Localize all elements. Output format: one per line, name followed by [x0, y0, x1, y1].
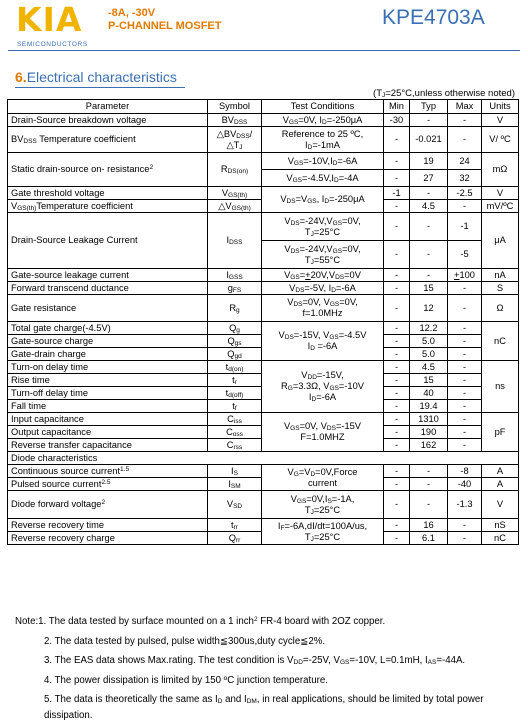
max-cell: -	[448, 532, 482, 545]
param-cell: $V_{GS(th)}Temperature$ coefficient	[8, 200, 208, 213]
symbol-cell: $V_{SD}$	[208, 491, 262, 519]
typ-cell: -	[410, 187, 448, 200]
typ-cell: 5.0	[410, 335, 448, 348]
min-cell: -	[384, 269, 410, 282]
min-cell: -30	[384, 114, 410, 127]
unit-cell: Ω	[482, 295, 519, 322]
param-cell: Diode forward voltage$^2$	[8, 491, 208, 519]
param-cell: Gate threshold voltage	[8, 187, 208, 200]
param-cell: Input capacitance	[8, 413, 208, 426]
param-cell: Gate resistance	[8, 295, 208, 322]
symbol-cell: $t_f$	[208, 400, 262, 413]
column-header: Typ	[410, 100, 448, 114]
symbol-cell: $C_{rss}$	[208, 439, 262, 452]
note-5-continued: dissipation.	[15, 706, 520, 725]
param-cell: Reverse recovery charge	[8, 532, 208, 545]
section-title-text: Electrical characteristics	[27, 69, 177, 85]
min-cell: -	[384, 241, 410, 269]
param-cell: Reverse transfer capacitance	[8, 439, 208, 452]
max-cell: -	[448, 322, 482, 335]
max-cell: -5	[448, 241, 482, 269]
min-cell: -	[384, 400, 410, 413]
table-row	[8, 465, 519, 478]
min-cell: -	[384, 478, 410, 491]
note-2: 2. The data tested by pulsed, pulse width≦300us,duty cycle≦2%.	[15, 632, 520, 652]
note-3: 3. The EAS data shows Max.rating. The test condition is $V_{DD}=-25V$, $V_{GS}=-10V$, L=0.1mH, $I_{AS}=-44A$.	[15, 651, 520, 671]
table-row	[8, 413, 519, 426]
unit-cell: A	[482, 465, 519, 478]
typ-cell: -	[410, 213, 448, 241]
max-cell: -	[448, 374, 482, 387]
condition-note: ($T_J=25^\circ C,unless$ otherwise noted)	[373, 88, 515, 99]
typ-cell: 6.1	[410, 532, 448, 545]
condition-cell: $V_{DS}=0V$, $V_{GS}=0V$, f=1.0MHz	[262, 295, 384, 322]
table-row	[8, 269, 519, 282]
min-cell: -	[384, 200, 410, 213]
column-header: Parameter	[8, 100, 208, 114]
typ-cell: 15	[410, 374, 448, 387]
symbol-cell: $I_S$	[208, 465, 262, 478]
symbol-cell: $Q_{gs}$	[208, 335, 262, 348]
min-cell: -	[384, 413, 410, 426]
condition-cell: Reference to 25 ºC, $I_D=-1mA$	[262, 127, 384, 153]
typ-cell: 16	[410, 519, 448, 532]
symbol-cell: $BV_{DSS}$	[208, 114, 262, 127]
symbol-cell: $R_{DS(on)}$	[208, 153, 262, 187]
min-cell: -	[384, 335, 410, 348]
param-cell: Turn-off delay time	[8, 387, 208, 400]
spec-type: P-CHANNEL MOSFET	[108, 20, 221, 32]
typ-cell: 27	[410, 170, 448, 187]
max-cell: +100	[448, 269, 482, 282]
param-cell: Reverse recovery time	[8, 519, 208, 532]
column-header: Units	[482, 100, 519, 114]
table-header-row	[8, 100, 519, 114]
min-cell: -	[384, 519, 410, 532]
max-cell: -	[448, 413, 482, 426]
table-row	[8, 519, 519, 532]
max-cell: -40	[448, 478, 482, 491]
min-cell: -	[384, 295, 410, 322]
condition-cell: $V_{GS}=0V$, $I_D=-250\mu A$	[262, 114, 384, 127]
condition-cell: $V_{GS}=-10V,I_D=-6A$	[262, 153, 384, 170]
table-row	[8, 361, 519, 374]
max-cell: -	[448, 400, 482, 413]
section-number: 6.	[15, 69, 27, 85]
section-title	[15, 69, 177, 85]
max-cell: -	[448, 348, 482, 361]
typ-cell: 15	[410, 282, 448, 295]
param-cell: Turn-on delay time	[8, 361, 208, 374]
table-row	[8, 127, 519, 153]
section-underline	[15, 87, 185, 88]
max-cell: -1	[448, 213, 482, 241]
param-cell: Total gate charge(-4.5V)	[8, 322, 208, 335]
min-cell: -	[384, 170, 410, 187]
symbol-cell: $C_{iss}$	[208, 413, 262, 426]
column-header: Test Conditions	[262, 100, 384, 114]
column-header: Max	[448, 100, 482, 114]
unit-cell: nC	[482, 532, 519, 545]
param-cell: Rise time	[8, 374, 208, 387]
part-number: KPE4703A	[382, 6, 485, 30]
param-cell: Pulsed source current$^{2.5}$	[8, 478, 208, 491]
symbol-cell: $Q_g$	[208, 322, 262, 335]
symbol-cell: $t_{rr}$	[208, 519, 262, 532]
unit-cell: V/ ºC	[482, 127, 519, 153]
typ-cell: 19.4	[410, 400, 448, 413]
typ-cell: 5.0	[410, 348, 448, 361]
typ-cell: -	[410, 241, 448, 269]
max-cell: -2.5	[448, 187, 482, 200]
max-cell: -	[448, 439, 482, 452]
max-cell: -	[448, 282, 482, 295]
table-row	[8, 153, 519, 170]
table-row	[8, 282, 519, 295]
min-cell: -	[384, 127, 410, 153]
symbol-cell: $g_{FS}$	[208, 282, 262, 295]
max-cell: -	[448, 114, 482, 127]
unit-cell: V	[482, 187, 519, 200]
param-cell: Continuous source current$^{1.5}$	[8, 465, 208, 478]
condition-cell: $V_{DS}=V_{GS}$, $I_D=-250\mu A$	[262, 187, 384, 213]
symbol-cell: $\triangle BV_{DSS}/$ $\triangle T_J$	[208, 127, 262, 153]
section-header-cell: Diode characteristics	[8, 452, 519, 465]
electrical-characteristics-table	[7, 99, 519, 545]
table-row	[8, 213, 519, 241]
typ-cell: 19	[410, 153, 448, 170]
unit-cell: ns	[482, 361, 519, 413]
param-cell: Forward transcend ductance	[8, 282, 208, 295]
min-cell: -	[384, 282, 410, 295]
typ-cell: -	[410, 465, 448, 478]
typ-cell: -	[410, 491, 448, 519]
typ-cell: 1310	[410, 413, 448, 426]
symbol-cell: $I_{SM}$	[208, 478, 262, 491]
param-cell: Gate-drain charge	[8, 348, 208, 361]
min-cell: -	[384, 348, 410, 361]
min-cell: -	[384, 426, 410, 439]
table-row	[8, 452, 519, 465]
max-cell: 24	[448, 153, 482, 170]
unit-cell: nC	[482, 322, 519, 361]
unit-cell: mΩ	[482, 153, 519, 187]
typ-cell: -	[410, 269, 448, 282]
unit-cell: S	[482, 282, 519, 295]
table-row	[8, 295, 519, 322]
typ-cell: 12.2	[410, 322, 448, 335]
max-cell: -	[448, 335, 482, 348]
min-cell: -	[384, 387, 410, 400]
max-cell: -	[448, 361, 482, 374]
param-cell: Drain-Source Leakage Current	[8, 213, 208, 269]
symbol-cell: $I_{GSS}$	[208, 269, 262, 282]
condition-cell: $I_F=-6A,dI/dt=100A/us$, $T_J=25^\circ C$	[262, 519, 384, 545]
min-cell: -	[384, 361, 410, 374]
min-cell: -	[384, 439, 410, 452]
column-header: Symbol	[208, 100, 262, 114]
footnotes	[15, 612, 520, 725]
min-cell: -	[384, 322, 410, 335]
typ-cell: -	[410, 114, 448, 127]
condition-cell: $V_{GS}=0V,I_S=-1A$, $T_J=25^\circ C$	[262, 491, 384, 519]
symbol-cell: $\triangle V_{GS(th)}$	[208, 200, 262, 213]
max-cell: -1.3	[448, 491, 482, 519]
max-cell: -	[448, 387, 482, 400]
header-divider	[8, 50, 520, 51]
max-cell: -	[448, 200, 482, 213]
symbol-cell: $t_{d(on)}$	[208, 361, 262, 374]
typ-cell: 4.5	[410, 200, 448, 213]
typ-cell: 190	[410, 426, 448, 439]
max-cell: -8	[448, 465, 482, 478]
param-cell: Gate-source charge	[8, 335, 208, 348]
min-cell: -	[384, 465, 410, 478]
min-cell: -	[384, 491, 410, 519]
min-cell: -	[384, 153, 410, 170]
typ-cell: 162	[410, 439, 448, 452]
unit-cell: μA	[482, 213, 519, 269]
spec-rating: -8A, -30V	[108, 7, 155, 19]
param-cell: Static drain-source on- resistance$^2$	[8, 153, 208, 187]
condition-cell: $V_{DD}=-15V$, $R_G=3.3\Omega$, $V_{GS}=-10V$ $I_D=-6A$	[262, 361, 384, 413]
table-row	[8, 187, 519, 200]
param-cell: Gate-source leakage current	[8, 269, 208, 282]
symbol-cell: $C_{oss}$	[208, 426, 262, 439]
unit-cell: V	[482, 114, 519, 127]
symbol-cell: $Q_{gd}$	[208, 348, 262, 361]
param-cell: Fall time	[8, 400, 208, 413]
condition-cell: $V_{DS}=-5V$, $I_D=-6A$	[262, 282, 384, 295]
logo-subtitle: SEMICONDUCTORS	[17, 41, 88, 48]
typ-cell: -	[410, 478, 448, 491]
min-cell: -1	[384, 187, 410, 200]
max-cell: -	[448, 295, 482, 322]
unit-cell: A	[482, 478, 519, 491]
param-cell: Drain-Source breakdown voltage	[8, 114, 208, 127]
table-row	[8, 322, 519, 335]
condition-cell: $V_{GS}=-4.5V,I_D=-4A$	[262, 170, 384, 187]
unit-cell: pF	[482, 413, 519, 452]
condition-cell: $V_{DS}=-24V,V_{GS}=0V$, $T_J=25^\circ C$	[262, 213, 384, 241]
min-cell: -	[384, 374, 410, 387]
note-1: Note:1. The data tested by surface mounted on a 1 inch$^2$ FR-4 board with 2OZ copper.	[15, 612, 520, 632]
typ-cell: 12	[410, 295, 448, 322]
symbol-cell: $V_{GS(th)}$	[208, 187, 262, 200]
unit-cell: mV/ºC	[482, 200, 519, 213]
note-5: 5. The data is theoretically the same as $I_D$ and $I_{DM}$, in real applications, should be limited by total power	[15, 690, 520, 710]
note-4: 4. The power dissipation is limited by 150 ºC junction temperature.	[15, 671, 520, 691]
condition-cell: $V_{DS}=-24V,V_{GS}=0V$, $T_J=55^\circ C$	[262, 241, 384, 269]
max-cell: -	[448, 127, 482, 153]
unit-cell: V	[482, 491, 519, 519]
max-cell: 32	[448, 170, 482, 187]
typ-cell: 40	[410, 387, 448, 400]
symbol-cell: $R_g$	[208, 295, 262, 322]
max-cell: -	[448, 426, 482, 439]
table-row	[8, 491, 519, 519]
param-cell: $BV_{DSS}$ Temperature coefficient	[8, 127, 208, 153]
typ-cell: 4.5	[410, 361, 448, 374]
min-cell: -	[384, 213, 410, 241]
table-row	[8, 114, 519, 127]
page-header	[0, 0, 528, 58]
unit-cell: nS	[482, 519, 519, 532]
column-header: Min	[384, 100, 410, 114]
unit-cell: nA	[482, 269, 519, 282]
kia-logo: KIA	[16, 2, 82, 38]
symbol-cell: $t_{d(off)}$	[208, 387, 262, 400]
param-cell: Output capacitance	[8, 426, 208, 439]
max-cell: -	[448, 519, 482, 532]
typ-cell: -0.021	[410, 127, 448, 153]
symbol-cell: $Q_{rr}$	[208, 532, 262, 545]
condition-cell: $V_{GS}=+20V,V_{DS}=0V$	[262, 269, 384, 282]
symbol-cell: $t_r$	[208, 374, 262, 387]
symbol-cell: $I_{DSS}$	[208, 213, 262, 269]
min-cell: -	[384, 532, 410, 545]
condition-cell: $V_{DS}=-15V$, $V_{GS}=-4.5V$ $I_D =-6A$	[262, 322, 384, 361]
condition-cell: $V_G=V_D=0V,Force$ current	[262, 465, 384, 491]
condition-cell: $V_{GS}=0V$, $V_{DS}=-15V$ F=1.0MHZ	[262, 413, 384, 452]
